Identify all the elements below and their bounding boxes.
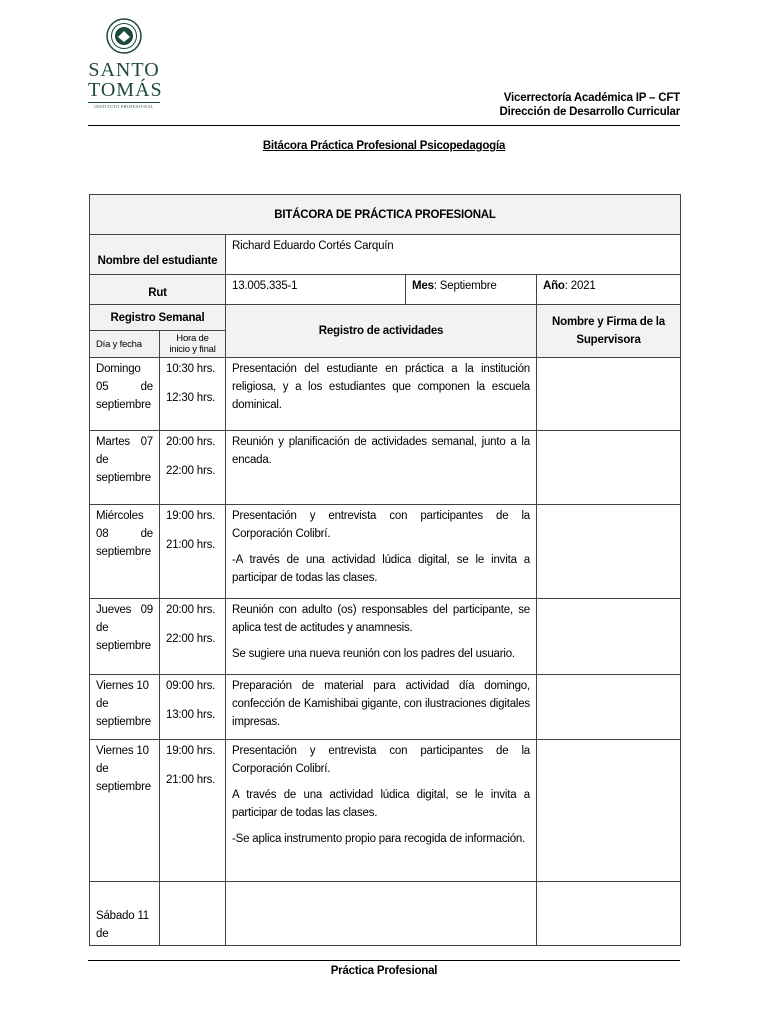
logo-line-1: SANTO [88,59,160,81]
row-activities [226,505,537,599]
activity-text: Presentación del estudiante en práctica a la institución religiosa, y a los estudiantes que componen la escuela dominical. [232,363,530,411]
student-name-label: Nombre del estudiante [90,235,226,275]
row-activities [226,675,537,740]
row-start-time: 09:00 hrs. [166,680,216,692]
rut-value: 13.005.335-1 [226,275,406,305]
activity-text: Presentación y entrevista con participantes de la Corporación Colibrí. [232,745,530,775]
activity-text: Reunión y planificación de actividades semanal, junto a la encada. [232,436,530,466]
activity-text: Preparación de material para actividad día domingo, confección de Kamishibai gigante, con ilustraciones digitales impresas. [232,680,530,728]
row-signature [537,599,681,675]
footer-divider [88,960,680,961]
logo-tagline: INSTITUTO PROFESIONAL [88,102,160,109]
table-row [90,358,681,431]
rut-label: Rut [90,275,226,305]
row-day: Viernes 10 de septiembre [90,675,160,740]
row-end-time: 21:00 hrs. [166,539,216,551]
row-signature [537,431,681,505]
row-time [160,505,226,599]
row-signature [537,358,681,431]
row-end-time: 22:00 hrs. [166,465,216,477]
row-time [160,882,226,946]
row-start-time: 10:30 hrs. [166,363,216,375]
institution-logo [88,18,163,109]
row-time [160,740,226,882]
activities-header: Registro de actividades [226,305,537,358]
table-row [90,882,681,946]
row-signature [537,505,681,599]
logo-line-2: TOMÁS [88,79,163,101]
row-end-time: 13:00 hrs. [166,709,216,721]
row-signature [537,740,681,882]
row-day: Domingo 05 de septiembre [90,358,160,431]
row-activities [226,882,537,946]
weekly-record-label: Registro Semanal [90,305,226,331]
year-value: : 2021 [564,280,596,292]
header-right [500,91,680,119]
row-day: Sábado 11 de [90,882,160,946]
row-start-time: 20:00 hrs. [166,436,216,448]
row-activities [226,358,537,431]
table-row [90,740,681,882]
row-end-time: 21:00 hrs. [166,774,216,786]
row-start-time: 19:00 hrs. [166,745,216,757]
activity-text: -Se aplica instrumento propio para recogida de información. [232,833,526,845]
header-line-2: Dirección de Desarrollo Curricular [499,106,680,118]
month-value: : Septiembre [433,280,497,292]
row-start-time: 20:00 hrs. [166,604,216,616]
table-row [90,599,681,675]
row-day: Jueves 09 de septiembre [90,599,160,675]
row-day: Miércoles 08 de septiembre [90,505,160,599]
row-signature [537,675,681,740]
time-header: Hora de inicio y final [160,331,226,358]
seal-icon [106,18,142,54]
month-label: Mes [412,280,434,292]
activity-text: A través de una actividad lúdica digital, se le invita a participar de todas las clases. [232,789,530,819]
activity-text: Se sugiere una nueva reunión con los padres del usuario. [232,648,515,660]
day-date-header: Día y fecha [90,331,160,358]
row-signature [537,882,681,946]
header-divider [88,125,680,126]
row-day [90,431,160,505]
student-name-value: Richard Eduardo Cortés Carquín [226,235,681,275]
activity-text: Presentación y entrevista con participantes de la Corporación Colibrí. [232,510,530,540]
activity-text: Reunión con adulto (os) responsables del participante, se aplica test de actitudes y anamnesis. [232,604,530,634]
row-time [160,431,226,505]
row-day-text: Martes 07 de septiembre [96,436,153,484]
row-time [160,675,226,740]
row-day: Viernes 10 de septiembre [90,740,160,882]
row-end-time: 22:00 hrs. [166,633,216,645]
header-line-1: Vicerrectoría Académica IP – CFT [503,92,680,104]
table-row [90,431,681,505]
logbook-table [89,194,681,946]
row-end-time: 12:30 hrs. [166,392,216,404]
table-row [90,505,681,599]
row-time [160,599,226,675]
footer: Práctica Profesional [330,965,438,977]
signature-header: Nombre y Firma de la Supervisora [537,305,681,358]
year-label: Año [543,280,565,292]
row-activities [226,431,537,505]
row-start-time: 19:00 hrs. [166,510,216,522]
row-time [160,358,226,431]
year-cell [537,275,681,305]
table-row [90,675,681,740]
table-title: BITÁCORA DE PRÁCTICA PROFESIONAL [90,195,681,235]
row-activities [226,599,537,675]
document-title: Bitácora Práctica Profesional Psicopedagogía [262,140,506,152]
month-cell [406,275,537,305]
row-activities [226,740,537,882]
activity-text: -A través de una actividad lúdica digital, se le invita a participar de todas las clases. [232,554,530,584]
